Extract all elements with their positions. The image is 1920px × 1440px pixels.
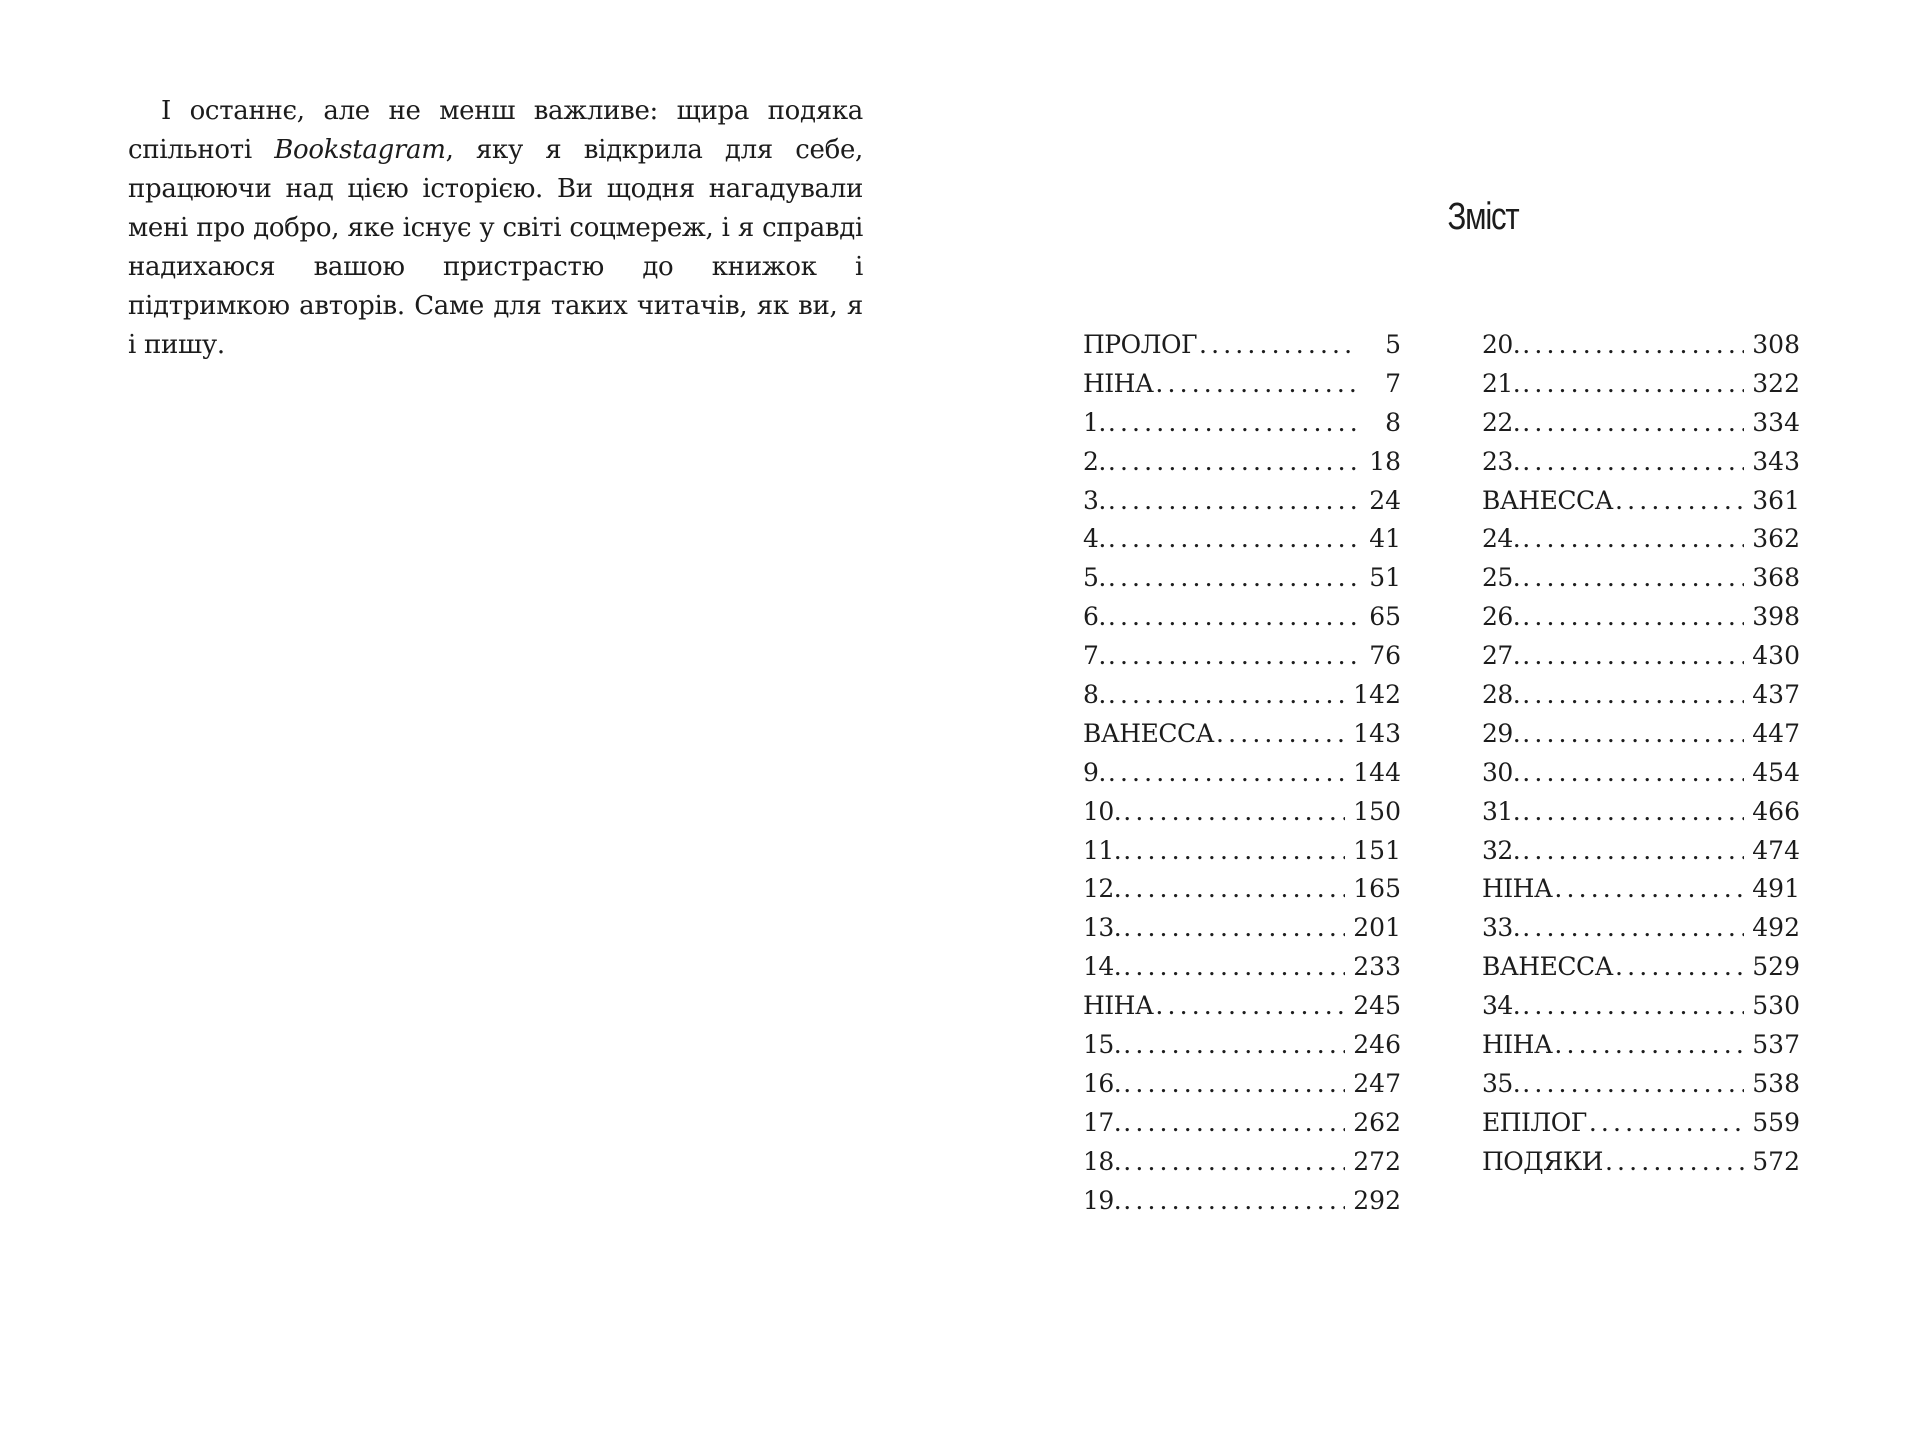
toc-entry-label: 27. bbox=[1482, 641, 1521, 671]
toc-entry-label: 33. bbox=[1482, 913, 1521, 943]
toc-dot-leader bbox=[1121, 948, 1345, 986]
toc-entry-page: 492 bbox=[1752, 913, 1800, 943]
toc-dot-leader bbox=[1121, 1182, 1345, 1220]
toc-entry bbox=[1482, 987, 1800, 1026]
toc-dot-leader bbox=[1520, 715, 1744, 753]
toc-entry bbox=[1482, 1065, 1800, 1104]
toc-entry-page: 398 bbox=[1752, 602, 1800, 632]
toc-entry-page: 361 bbox=[1752, 485, 1800, 515]
toc-entry bbox=[1083, 365, 1401, 404]
toc-left-column bbox=[1083, 326, 1401, 1220]
toc-entry-page: 437 bbox=[1752, 680, 1800, 710]
toc-entry-page: 143 bbox=[1353, 718, 1401, 748]
toc-dot-leader bbox=[1613, 948, 1744, 986]
toc-entry-page: 7 bbox=[1385, 368, 1401, 398]
toc-entry-page: 165 bbox=[1353, 874, 1401, 904]
toc-entry-label: НІНА bbox=[1083, 368, 1154, 398]
toc-entry-page: 41 bbox=[1369, 524, 1401, 554]
toc-entry bbox=[1482, 598, 1800, 637]
toc-entry-page: 538 bbox=[1752, 1068, 1800, 1098]
toc-entry bbox=[1482, 365, 1800, 404]
toc-dot-leader bbox=[1153, 987, 1345, 1025]
toc-entry-page: 322 bbox=[1752, 368, 1800, 398]
toc-entry bbox=[1083, 1104, 1401, 1143]
toc-entry-page: 343 bbox=[1752, 446, 1800, 476]
toc-entry bbox=[1482, 326, 1800, 365]
left-page bbox=[128, 92, 863, 365]
toc-entry bbox=[1083, 793, 1401, 832]
toc-entry-label: ВАНЕССА bbox=[1083, 718, 1215, 748]
toc-right-column bbox=[1482, 326, 1800, 1182]
toc-entry bbox=[1083, 482, 1401, 521]
toc-entry-label: 29. bbox=[1482, 718, 1521, 748]
toc-dot-leader bbox=[1106, 754, 1345, 792]
toc-entry-page: 334 bbox=[1752, 407, 1800, 437]
toc-dot-leader bbox=[1121, 1065, 1345, 1103]
toc-entry-page: 262 bbox=[1353, 1107, 1401, 1137]
toc-entry bbox=[1482, 559, 1800, 598]
toc-entry-label: 13. bbox=[1083, 913, 1122, 943]
toc-dot-leader bbox=[1106, 404, 1357, 442]
toc-dot-leader bbox=[1106, 559, 1357, 597]
toc-entry bbox=[1083, 1065, 1401, 1104]
toc-entry-page: 144 bbox=[1353, 757, 1401, 787]
toc-entry-label: 30. bbox=[1482, 757, 1521, 787]
toc-entry bbox=[1083, 443, 1401, 482]
toc-dot-leader bbox=[1552, 870, 1744, 908]
toc-entry-page: 572 bbox=[1752, 1146, 1800, 1176]
toc-entry-page: 292 bbox=[1353, 1185, 1401, 1215]
toc-entry-label: 14. bbox=[1083, 952, 1122, 982]
toc-entry-page: 51 bbox=[1369, 563, 1401, 593]
toc-entry bbox=[1083, 754, 1401, 793]
toc-dot-leader bbox=[1520, 559, 1744, 597]
toc-dot-leader bbox=[1520, 520, 1744, 558]
toc-entry-label: ВАНЕССА bbox=[1482, 485, 1614, 515]
toc-entry-page: 466 bbox=[1752, 796, 1800, 826]
toc-dot-leader bbox=[1520, 1065, 1744, 1103]
paragraph-text-end: , яку я відкрила для себе, працюючи над цією історією. Ви щодня нагадували мені про добро, яке існує у світі соцмереж, і я справді надихаюся вашою пристрастю до книжок і підтримкою авторів. Саме для таких читачів, як ви, я і пишу. bbox=[128, 135, 863, 360]
toc-entry-page: 537 bbox=[1752, 1030, 1800, 1060]
toc-dot-leader bbox=[1106, 598, 1357, 636]
toc-dot-leader bbox=[1603, 1143, 1744, 1181]
toc-entry-label: 21. bbox=[1482, 368, 1521, 398]
toc-entry bbox=[1482, 404, 1800, 443]
toc-entry bbox=[1083, 1143, 1401, 1182]
toc-entry-label: 18. bbox=[1083, 1146, 1122, 1176]
toc-entry-label: ЕПІЛОГ bbox=[1482, 1107, 1587, 1137]
toc-entry-label: 12. bbox=[1083, 874, 1122, 904]
toc-dot-leader bbox=[1214, 715, 1345, 753]
toc-entry-page: 454 bbox=[1752, 757, 1800, 787]
toc-dot-leader bbox=[1520, 598, 1744, 636]
toc-entry-page: 18 bbox=[1369, 446, 1401, 476]
toc-entry-label: 6. bbox=[1083, 602, 1106, 632]
toc-entry-label: 35. bbox=[1482, 1068, 1521, 1098]
toc-entry-label: 1. bbox=[1083, 407, 1106, 437]
toc-entry-label: 20. bbox=[1482, 330, 1521, 359]
toc-entry-label: 26. bbox=[1482, 602, 1521, 632]
toc-dot-leader bbox=[1520, 987, 1744, 1025]
toc-entry bbox=[1482, 443, 1800, 482]
toc-entry-page: 474 bbox=[1752, 835, 1800, 865]
toc-dot-leader bbox=[1520, 443, 1744, 481]
toc-entry bbox=[1083, 676, 1401, 715]
toc-dot-leader bbox=[1520, 754, 1744, 792]
paragraph-text-start: І останнє, але не менш важливе: щира подяка спільноті bbox=[128, 96, 863, 165]
toc-entry-label: 11. bbox=[1083, 835, 1122, 865]
toc-entry-label: 16. bbox=[1083, 1068, 1122, 1098]
toc-entry-label: 7. bbox=[1083, 641, 1106, 671]
toc-entry bbox=[1482, 909, 1800, 948]
toc-entry-label: 24. bbox=[1482, 524, 1521, 554]
toc-dot-leader bbox=[1121, 793, 1345, 831]
toc-entry-label: 23. bbox=[1482, 446, 1521, 476]
toc-dot-leader bbox=[1106, 637, 1357, 675]
toc-entry bbox=[1482, 793, 1800, 832]
toc-entry-label: ПРОЛОГ bbox=[1083, 330, 1198, 359]
toc-entry-label: 22. bbox=[1482, 407, 1521, 437]
toc-entry-label: 17. bbox=[1083, 1107, 1122, 1137]
toc-dot-leader bbox=[1153, 365, 1357, 403]
toc-entry-label: 9. bbox=[1083, 757, 1106, 787]
toc-dot-leader bbox=[1587, 1104, 1744, 1142]
toc-entry-page: 150 bbox=[1353, 796, 1401, 826]
toc-entry-label: 19. bbox=[1083, 1185, 1122, 1215]
toc-entry bbox=[1083, 1026, 1401, 1065]
toc-dot-leader bbox=[1520, 793, 1744, 831]
toc-dot-leader bbox=[1106, 520, 1357, 558]
toc-entry bbox=[1482, 832, 1800, 871]
toc-entry-page: 529 bbox=[1752, 952, 1800, 982]
toc-title: Зміст bbox=[1447, 196, 1519, 238]
toc-entry-label: 15. bbox=[1083, 1030, 1122, 1060]
toc-dot-leader bbox=[1121, 909, 1345, 947]
toc-entry-label: НІНА bbox=[1482, 1030, 1553, 1060]
toc-entry-page: 142 bbox=[1353, 680, 1401, 710]
toc-entry-label: 28. bbox=[1482, 680, 1521, 710]
acknowledgement-paragraph bbox=[128, 92, 863, 365]
toc-entry bbox=[1482, 482, 1800, 521]
toc-entry-page: 151 bbox=[1353, 835, 1401, 865]
toc-entry bbox=[1083, 909, 1401, 948]
toc-entry-page: 430 bbox=[1752, 641, 1800, 671]
toc-entry-label: 34. bbox=[1482, 991, 1521, 1021]
toc-entry-page: 201 bbox=[1353, 913, 1401, 943]
toc-entry-page: 245 bbox=[1353, 991, 1401, 1021]
toc-entry bbox=[1482, 948, 1800, 987]
bookstagram-italic: Bookstagram bbox=[274, 135, 446, 165]
toc-entry bbox=[1083, 715, 1401, 754]
toc-dot-leader bbox=[1520, 676, 1744, 714]
toc-entry bbox=[1083, 987, 1401, 1026]
toc-entry-page: 559 bbox=[1752, 1107, 1800, 1137]
toc-entry bbox=[1083, 832, 1401, 871]
toc-entry bbox=[1083, 404, 1401, 443]
toc-dot-leader bbox=[1520, 832, 1744, 870]
toc-entry-label: 3. bbox=[1083, 485, 1106, 515]
toc-dot-leader bbox=[1197, 326, 1357, 364]
toc-entry-page: 368 bbox=[1752, 563, 1800, 593]
toc-entry bbox=[1482, 1104, 1800, 1143]
toc-dot-leader bbox=[1121, 870, 1345, 908]
toc-dot-leader bbox=[1106, 482, 1357, 520]
toc-entry bbox=[1083, 520, 1401, 559]
toc-entry-page: 447 bbox=[1752, 718, 1800, 748]
toc-entry-label: 5. bbox=[1083, 563, 1106, 593]
toc-dot-leader bbox=[1106, 676, 1345, 714]
toc-dot-leader bbox=[1121, 1143, 1345, 1181]
toc-dot-leader bbox=[1520, 404, 1744, 442]
toc-entry-label: 25. bbox=[1482, 563, 1521, 593]
toc-entry-page: 308 bbox=[1752, 330, 1800, 359]
toc-entry-page: 5 bbox=[1385, 330, 1401, 359]
toc-entry-page: 76 bbox=[1369, 641, 1401, 671]
toc-entry bbox=[1482, 676, 1800, 715]
toc-entry-label: 10. bbox=[1083, 796, 1122, 826]
toc-entry bbox=[1482, 520, 1800, 559]
toc-dot-leader bbox=[1613, 482, 1744, 520]
toc-entry-page: 246 bbox=[1353, 1030, 1401, 1060]
toc-entry bbox=[1482, 1143, 1800, 1182]
toc-entry-page: 491 bbox=[1752, 874, 1800, 904]
toc-entry-label: 32. bbox=[1482, 835, 1521, 865]
toc-entry-label: НІНА bbox=[1083, 991, 1154, 1021]
toc-dot-leader bbox=[1121, 832, 1345, 870]
toc-entry bbox=[1083, 637, 1401, 676]
toc-entry bbox=[1482, 637, 1800, 676]
toc-entry-page: 65 bbox=[1369, 602, 1401, 632]
toc-entry bbox=[1482, 1026, 1800, 1065]
toc-dot-leader bbox=[1520, 326, 1744, 364]
toc-entry-page: 8 bbox=[1385, 407, 1401, 437]
toc-entry bbox=[1482, 754, 1800, 793]
toc-entry bbox=[1482, 715, 1800, 754]
toc-entry-label: 31. bbox=[1482, 796, 1521, 826]
toc-entry-label: 8. bbox=[1083, 680, 1106, 710]
toc-dot-leader bbox=[1121, 1026, 1345, 1064]
toc-dot-leader bbox=[1121, 1104, 1345, 1142]
toc-entry-page: 530 bbox=[1752, 991, 1800, 1021]
toc-dot-leader bbox=[1106, 443, 1357, 481]
toc-dot-leader bbox=[1520, 365, 1744, 403]
toc-dot-leader bbox=[1520, 909, 1744, 947]
toc-entry-label: 4. bbox=[1083, 524, 1106, 554]
toc-entry-page: 24 bbox=[1369, 485, 1401, 515]
toc-entry bbox=[1083, 326, 1401, 365]
toc-entry-label: 2. bbox=[1083, 446, 1106, 476]
toc-dot-leader bbox=[1520, 637, 1744, 675]
toc-entry-label: ВАНЕССА bbox=[1482, 952, 1614, 982]
toc-entry-page: 233 bbox=[1353, 952, 1401, 982]
toc-dot-leader bbox=[1552, 1026, 1744, 1064]
toc-entry bbox=[1083, 870, 1401, 909]
toc-entry bbox=[1083, 948, 1401, 987]
toc-entry-page: 362 bbox=[1752, 524, 1800, 554]
toc-entry bbox=[1083, 559, 1401, 598]
toc-entry-label: НІНА bbox=[1482, 874, 1553, 904]
toc-entry bbox=[1083, 1182, 1401, 1221]
toc-entry bbox=[1083, 598, 1401, 637]
toc-entry bbox=[1482, 870, 1800, 909]
toc-entry-label: ПОДЯКИ bbox=[1482, 1146, 1603, 1176]
toc-entry-page: 272 bbox=[1353, 1146, 1401, 1176]
toc-entry-page: 247 bbox=[1353, 1068, 1401, 1098]
